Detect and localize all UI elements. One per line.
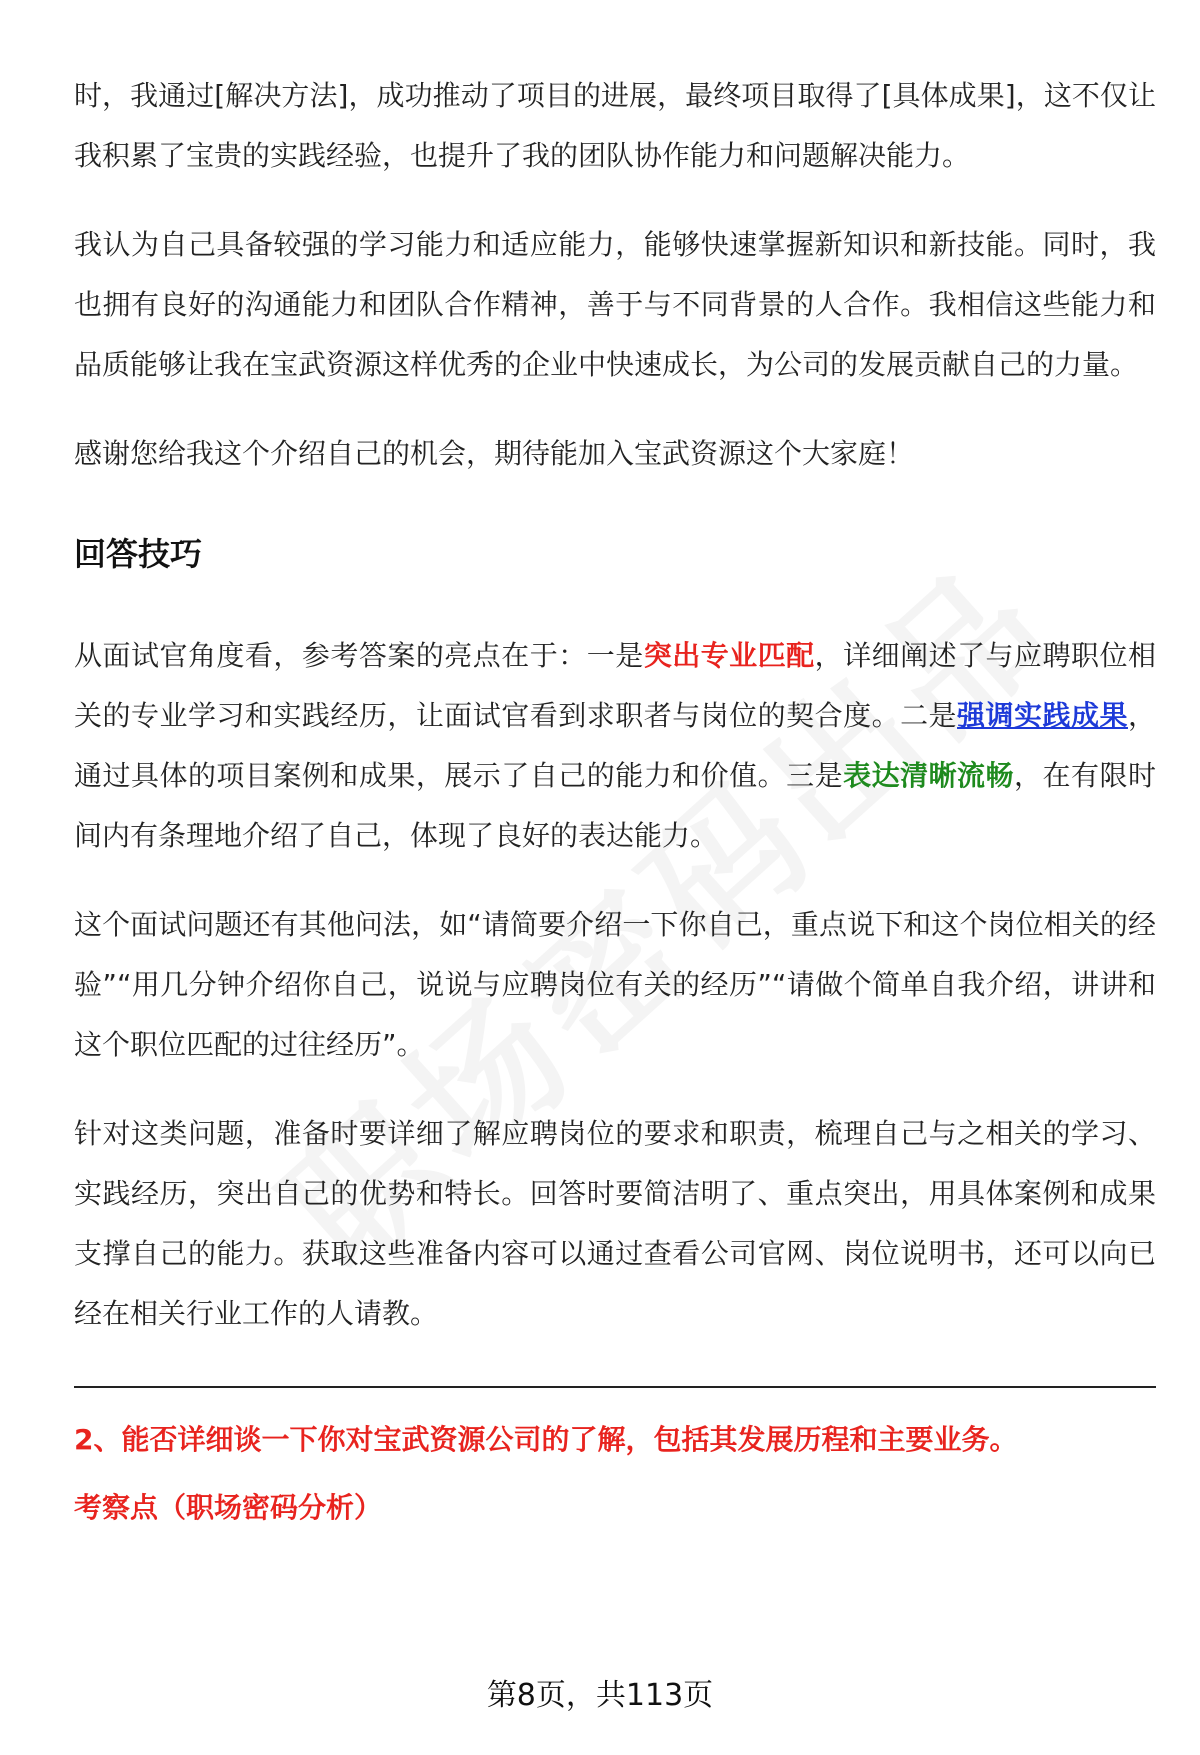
tips-paragraph-2: 这个面试问题还有其他问法，如“请简要介绍一下你自己，重点说下和这个岗位相关的经验”“用几分钟介绍你自己，说说与应聘岗位有关的经历”“请做个简单自我介绍，讲讲和这个职位匹配的过往经历”。	[74, 908, 1156, 1061]
answer-paragraph-1: 时，我通过[解决方法]，成功推动了项目的进展，最终项目取得了[具体成果]，这不仅让我积累了宝贵的实践经验，也提升了我的团队协作能力和问题解决能力。	[74, 79, 1156, 172]
assessment-point-heading: 考察点（职场密码分析）	[74, 1491, 383, 1524]
tips-text-c: ，通过具体的项目案例和成果，展示了自己的能力和价值。三是	[74, 699, 1156, 792]
tips-paragraph-3: 针对这类问题，准备时要详细了解应聘岗位的要求和职责，梳理自己与之相关的学习、实践经历，突出自己的优势和特长。回答时要简洁明了、重点突出，用具体案例和成果支撑自己的能力。获取这些准备内容可以通过查看公司官网、岗位说明书，还可以向已经在相关行业工作的人请教。	[74, 1117, 1156, 1330]
tips-text-a: 从面试官角度看，参考答案的亮点在于：一是	[74, 639, 644, 672]
question-2-title: 2、能否详细谈一下你对宝武资源公司的了解，包括其发展历程和主要业务。	[74, 1423, 1018, 1456]
highlight-professional-match: 突出专业匹配	[643, 639, 815, 672]
tips-text-d: ，在有限时间内有条理地介绍了自己，体现了良好的表达能力。	[74, 759, 1156, 852]
section-title-answer-tips: 回答技巧	[74, 535, 203, 573]
document-body	[74, 66, 1156, 1532]
tips-paragraph-1	[74, 626, 1156, 866]
highlight-clear-expression: 表达清晰流畅	[843, 759, 1015, 792]
tips-text-b: ，详细阐述了与应聘职位相关的专业学习和实践经历，让面试官看到求职者与岗位的契合度。二是	[74, 639, 1156, 732]
page-number: 第8页，共113页	[486, 1678, 714, 1713]
answer-paragraph-3: 感谢您给我这个介绍自己的机会，期待能加入宝武资源这个大家庭！	[74, 437, 915, 470]
highlight-practical-results: 强调实践成果	[957, 699, 1128, 732]
answer-paragraph-2: 我认为自己具备较强的学习能力和适应能力，能够快速掌握新知识和新技能。同时，我也拥有良好的沟通能力和团队合作精神，善于与不同背景的人合作。我相信这些能力和品质能够让我在宝武资源这样优秀的企业中快速成长，为公司的发展贡献自己的力量。	[74, 228, 1156, 381]
section-divider	[74, 1386, 1156, 1388]
